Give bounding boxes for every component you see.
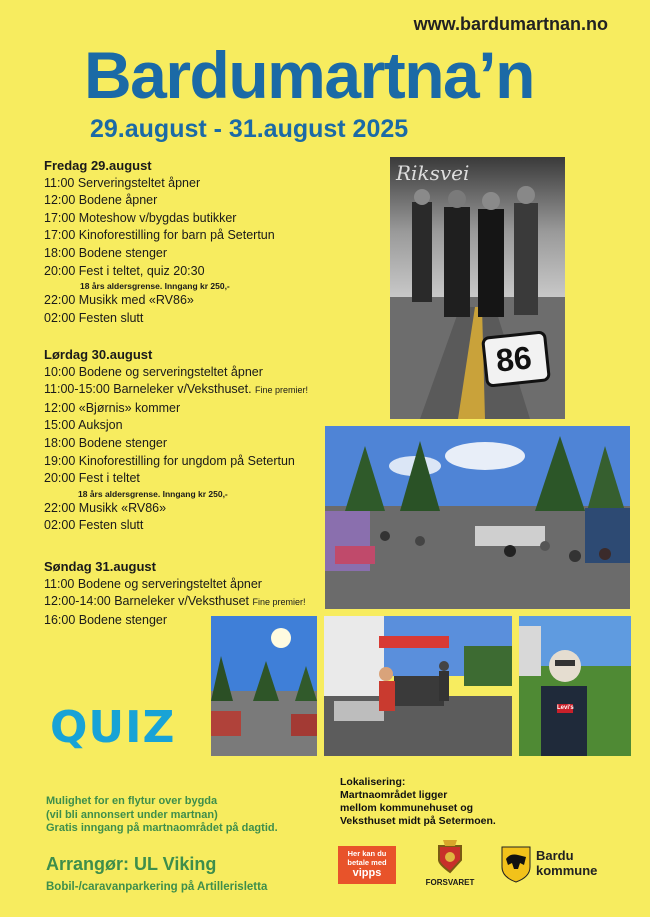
flight-info [46,795,278,836]
bardu-kommune-text [536,848,597,878]
program-line: 18:00 Bodene stenger [44,435,168,450]
organizer-label: Arrangør: UL Viking [46,854,217,874]
age-limit-note: 18 års aldersgrense. Inngang kr 250,- [80,281,230,292]
friday-program [44,157,275,327]
riksvei-text: Riksvei [396,161,470,185]
program-line: 10:00 Bodene og serveringsteltet åpner [44,364,263,379]
sunny-square-photo [211,616,317,756]
program-line: 11:00 Bodene og serveringsteltet åpner [44,576,262,591]
bardu-coat-of-arms-icon [500,845,532,888]
parking-info: Bobil-/caravanparkering på Artillerisletta [46,881,268,893]
vipps-brand: vipps [352,867,382,879]
friday-heading: Fredag 29.august [44,158,152,173]
program-line: 11:00 Serveringsteltet åpner [44,175,201,190]
program-line: 19:00 Kinoforestilling for ungdom på Setertun [44,453,295,468]
forsvaret-logo [416,838,484,887]
info-line: (vil bli annonsert under martnan) [46,808,218,821]
program-line: 16:00 Bodene stenger [44,612,168,627]
website-url: www.bardumartnan.no [413,14,608,34]
event-title: Bardumartna’n [84,38,534,112]
market-square-photo [325,426,630,609]
program-line: 12:00 «Bjørnis» kommer [44,400,181,415]
program-line: 02:00 Festen slutt [44,518,144,533]
location-heading: Lokalisering: [340,776,406,788]
program-line: 17:00 Kinoforestilling for barn på Setertun [44,228,275,243]
tshirt-logo-text: Levi's [557,705,574,711]
program-line: 18:00 Bodene stenger [44,245,168,260]
program-text: 12:00-14:00 Barneleker v/Veksthuset [44,594,249,609]
bardu-line: kommune [536,863,598,878]
grill-stand-photo [324,616,512,756]
sunday-heading: Søndag 31.august [44,559,156,574]
program-line: 15:00 Auksjon [44,418,123,433]
program-line: 20:00 Fest i teltet, quiz 20:30 [44,263,205,278]
program-line [44,381,308,400]
location-info [340,776,496,828]
program-line: 17:00 Moteshow v/bygdas butikker [44,210,237,225]
program-line: 12:00 Bodene åpner [44,193,158,208]
bardu-line: Bardu [536,848,574,863]
event-dates: 29.august - 31.august 2025 [90,115,409,143]
location-line: Martnaområdet ligger [340,789,448,801]
vipps-text: betale med [347,858,387,867]
program-line: 22:00 Musikk «RV86» [44,500,167,515]
forsvaret-text: FORSVARET [425,878,475,887]
quiz-logo: QUIZ [50,702,176,753]
road-sign-number: 86 [494,339,534,379]
info-line: Mulighet for en flytur over bygda [46,795,218,807]
age-limit-note: 18 års aldersgrense. Inngang kr 250,- [78,488,228,499]
vipps-text: Her kan du [347,849,387,858]
face-paint-boy-photo [519,616,631,756]
saturday-heading: Lørdag 30.august [44,347,153,362]
forsvaret-emblem-icon [433,838,467,876]
program-text: 11:00-15:00 Barneleker v/Veksthuset. [44,382,252,397]
program-line: 22:00 Musikk med «RV86» [44,293,194,308]
prize-note: Fine premier! [255,385,309,396]
program-line: 02:00 Festen slutt [44,310,144,325]
program-line [44,593,306,612]
info-line: Gratis inngang på martnaområdet på dagtid. [46,822,278,834]
location-line: mellom kommunehuset og [340,802,474,814]
vipps-logo [338,846,396,884]
saturday-program [44,346,308,535]
band-photo [390,157,565,419]
location-line: Veksthuset midt på Setermoen. [340,815,496,827]
prize-note: Fine premier! [252,597,306,608]
program-line: 20:00 Fest i teltet [44,471,140,486]
